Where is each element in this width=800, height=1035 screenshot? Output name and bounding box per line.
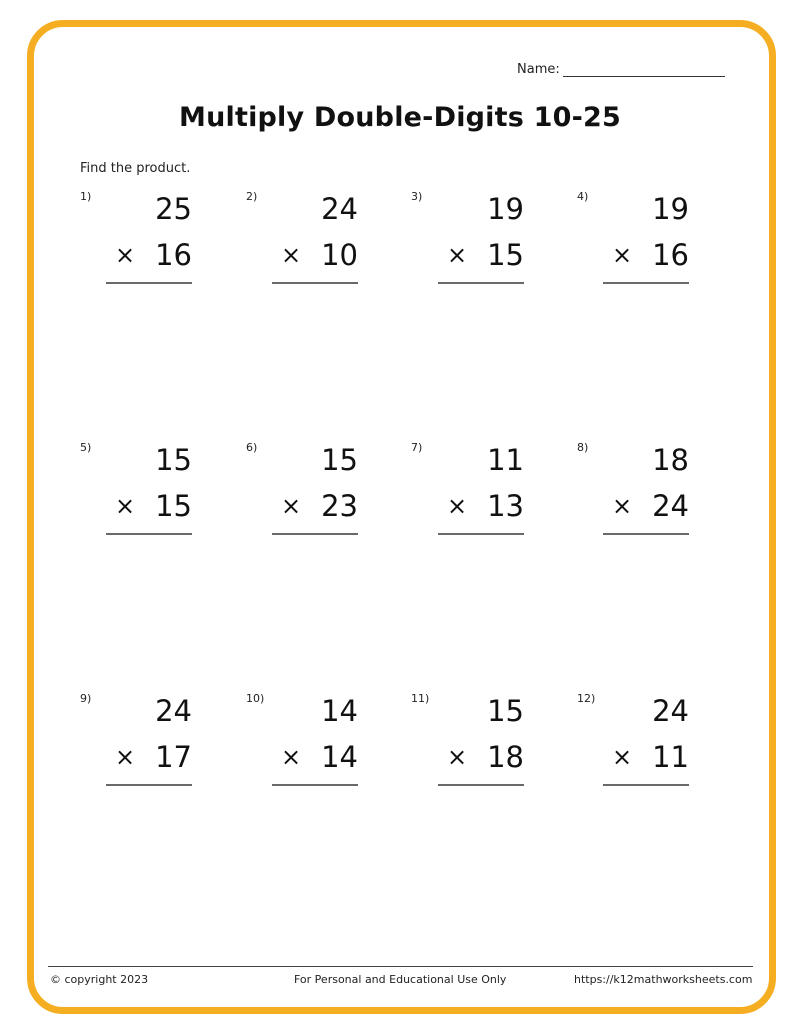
multiplicand: 11	[487, 443, 524, 477]
answer-line[interactable]	[106, 282, 192, 284]
problem-12	[577, 692, 689, 802]
problem-5	[80, 441, 192, 551]
multiply-sign-icon: ×	[447, 492, 468, 520]
answer-line[interactable]	[438, 784, 524, 786]
multiplier-row	[438, 490, 524, 522]
problem-number: 3)	[411, 190, 423, 203]
multiplicand: 19	[652, 192, 689, 226]
problem-11	[411, 692, 524, 802]
answer-line[interactable]	[272, 533, 358, 535]
multiplier-row	[272, 239, 358, 271]
problem-number: 9)	[80, 692, 92, 705]
multiplicand: 19	[487, 192, 524, 226]
multiplicand: 18	[652, 443, 689, 477]
multiplier-row	[106, 490, 192, 522]
problem-number: 7)	[411, 441, 423, 454]
multiplicand: 15	[321, 443, 358, 477]
multiplier-row	[272, 741, 358, 773]
multiplier: 16	[155, 238, 192, 272]
multiplier-row	[438, 741, 524, 773]
name-field[interactable]	[517, 62, 725, 77]
multiplier: 15	[155, 489, 192, 523]
answer-line[interactable]	[106, 784, 192, 786]
problem-number: 4)	[577, 190, 589, 203]
problem-number: 1)	[80, 190, 92, 203]
multiplicand: 25	[155, 192, 192, 226]
problem-3	[411, 190, 524, 300]
problem-6	[246, 441, 358, 551]
multiplier: 14	[321, 740, 358, 774]
multiply-sign-icon: ×	[115, 492, 136, 520]
multiplier-row	[272, 490, 358, 522]
multiply-sign-icon: ×	[612, 241, 633, 269]
multiplier-row	[438, 239, 524, 271]
answer-line[interactable]	[106, 533, 192, 535]
answer-line[interactable]	[272, 282, 358, 284]
problem-number: 12)	[577, 692, 596, 705]
multiplier: 17	[155, 740, 192, 774]
problem-10	[246, 692, 358, 802]
problem-number: 11)	[411, 692, 430, 705]
multiplier: 10	[321, 238, 358, 272]
multiplier-row	[603, 741, 689, 773]
multiply-sign-icon: ×	[115, 743, 136, 771]
answer-line[interactable]	[603, 282, 689, 284]
multiplier-row	[106, 239, 192, 271]
multiplicand: 24	[155, 694, 192, 728]
multiplier: 16	[652, 238, 689, 272]
multiply-sign-icon: ×	[281, 743, 302, 771]
footer-usage: For Personal and Educational Use Only	[294, 973, 507, 986]
multiply-sign-icon: ×	[281, 492, 302, 520]
multiplier: 11	[652, 740, 689, 774]
problem-2	[246, 190, 358, 300]
multiplier: 18	[487, 740, 524, 774]
problem-number: 5)	[80, 441, 92, 454]
multiplier-row	[106, 741, 192, 773]
multiplier: 23	[321, 489, 358, 523]
multiply-sign-icon: ×	[612, 743, 633, 771]
multiplier: 13	[487, 489, 524, 523]
problem-4	[577, 190, 689, 300]
footer-divider	[48, 966, 753, 967]
multiplier: 15	[487, 238, 524, 272]
name-label: Name:	[517, 62, 560, 77]
footer-url[interactable]: https://k12mathworksheets.com	[574, 973, 753, 986]
problem-number: 6)	[246, 441, 258, 454]
multiply-sign-icon: ×	[612, 492, 633, 520]
multiplicand: 24	[321, 192, 358, 226]
answer-line[interactable]	[438, 282, 524, 284]
problem-1	[80, 190, 192, 300]
page-title: Multiply Double-Digits 10-25	[179, 102, 621, 133]
problem-8	[577, 441, 689, 551]
multiply-sign-icon: ×	[447, 241, 468, 269]
footer-copyright: © copyright 2023	[50, 973, 149, 986]
multiplicand: 14	[321, 694, 358, 728]
multiplicand: 15	[155, 443, 192, 477]
answer-line[interactable]	[438, 533, 524, 535]
problem-7	[411, 441, 524, 551]
answer-line[interactable]	[603, 784, 689, 786]
multiplicand: 15	[487, 694, 524, 728]
problem-number: 8)	[577, 441, 589, 454]
problem-number: 10)	[246, 692, 265, 705]
instructions: Find the product.	[80, 161, 191, 176]
name-blank-line[interactable]	[563, 62, 725, 77]
multiply-sign-icon: ×	[281, 241, 302, 269]
answer-line[interactable]	[603, 533, 689, 535]
problem-9	[80, 692, 192, 802]
problem-number: 2)	[246, 190, 258, 203]
multiply-sign-icon: ×	[447, 743, 468, 771]
answer-line[interactable]	[272, 784, 358, 786]
multiply-sign-icon: ×	[115, 241, 136, 269]
multiplier-row	[603, 490, 689, 522]
multiplier-row	[603, 239, 689, 271]
multiplicand: 24	[652, 694, 689, 728]
multiplier: 24	[652, 489, 689, 523]
